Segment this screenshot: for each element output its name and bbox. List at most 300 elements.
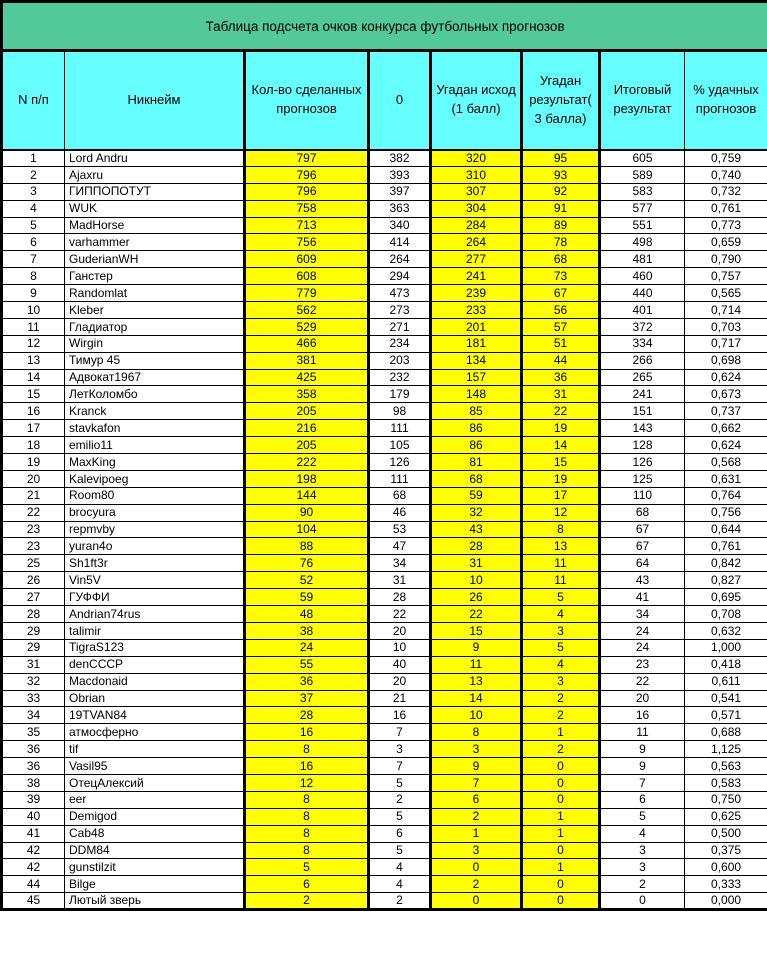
cell-final-result: 265 <box>600 369 685 386</box>
cell-outcome-guessed: 10 <box>431 572 522 589</box>
cell-zero: 397 <box>369 183 431 200</box>
cell-outcome-guessed: 134 <box>431 352 522 369</box>
cell-predictions-made: 5 <box>245 859 369 876</box>
table-row <box>2 842 767 859</box>
table-row <box>2 572 767 589</box>
title-row <box>2 2 767 51</box>
cell-predictions-made: 758 <box>245 200 369 217</box>
col-header-index: N п/п <box>2 51 65 150</box>
cell-success-percent: 0,732 <box>685 183 767 200</box>
cell-nickname: eer <box>65 791 245 808</box>
cell-predictions-made: 90 <box>245 504 369 521</box>
cell-outcome-guessed: 22 <box>431 606 522 623</box>
cell-zero: 232 <box>369 369 431 386</box>
table-row <box>2 876 767 893</box>
cell-nickname: Адвокат1967 <box>65 369 245 386</box>
cell-final-result: 4 <box>600 825 685 842</box>
cell-final-result: 143 <box>600 420 685 437</box>
cell-zero: 203 <box>369 352 431 369</box>
cell-predictions-made: 55 <box>245 656 369 673</box>
cell-predictions-made: 38 <box>245 622 369 639</box>
table-row <box>2 606 767 623</box>
cell-nickname: Demigod <box>65 808 245 825</box>
cell-rank: 11 <box>2 318 65 335</box>
cell-zero: 179 <box>369 386 431 403</box>
cell-zero: 4 <box>369 876 431 893</box>
cell-success-percent: 0,759 <box>685 150 767 167</box>
cell-rank: 13 <box>2 352 65 369</box>
cell-rank: 2 <box>2 166 65 183</box>
cell-nickname: talimir <box>65 622 245 639</box>
cell-predictions-made: 144 <box>245 487 369 504</box>
cell-final-result: 498 <box>600 234 685 251</box>
cell-nickname: Sh1ft3r <box>65 555 245 572</box>
cell-nickname: 19TVAN84 <box>65 707 245 724</box>
cell-outcome-guessed: 239 <box>431 285 522 302</box>
cell-final-result: 67 <box>600 538 685 555</box>
cell-success-percent: 0,761 <box>685 538 767 555</box>
cell-final-result: 151 <box>600 403 685 420</box>
cell-outcome-guessed: 13 <box>431 673 522 690</box>
cell-final-result: 460 <box>600 268 685 285</box>
cell-final-result: 24 <box>600 639 685 656</box>
cell-result-guessed: 0 <box>522 758 600 775</box>
cell-nickname: yuran4o <box>65 538 245 555</box>
cell-outcome-guessed: 2 <box>431 808 522 825</box>
col-header-predictions-made: Кол-во сделанных прогнозов <box>245 51 369 150</box>
cell-success-percent: 0,761 <box>685 200 767 217</box>
cell-predictions-made: 216 <box>245 420 369 437</box>
cell-result-guessed: 0 <box>522 842 600 859</box>
cell-outcome-guessed: 68 <box>431 470 522 487</box>
cell-result-guessed: 12 <box>522 504 600 521</box>
cell-rank: 45 <box>2 893 65 910</box>
table-row <box>2 369 767 386</box>
table-row <box>2 707 767 724</box>
cell-result-guessed: 5 <box>522 589 600 606</box>
cell-result-guessed: 89 <box>522 217 600 234</box>
cell-predictions-made: 8 <box>245 825 369 842</box>
cell-final-result: 481 <box>600 251 685 268</box>
cell-final-result: 110 <box>600 487 685 504</box>
cell-nickname: WUK <box>65 200 245 217</box>
cell-predictions-made: 756 <box>245 234 369 251</box>
cell-outcome-guessed: 157 <box>431 369 522 386</box>
table-row <box>2 487 767 504</box>
cell-rank: 28 <box>2 606 65 623</box>
cell-predictions-made: 8 <box>245 741 369 758</box>
table-row <box>2 859 767 876</box>
table-row <box>2 690 767 707</box>
cell-result-guessed: 1 <box>522 808 600 825</box>
cell-predictions-made: 205 <box>245 403 369 420</box>
cell-zero: 20 <box>369 622 431 639</box>
cell-nickname: Room80 <box>65 487 245 504</box>
cell-outcome-guessed: 310 <box>431 166 522 183</box>
cell-result-guessed: 1 <box>522 859 600 876</box>
cell-result-guessed: 1 <box>522 724 600 741</box>
cell-outcome-guessed: 0 <box>431 859 522 876</box>
cell-outcome-guessed: 0 <box>431 893 522 910</box>
cell-final-result: 68 <box>600 504 685 521</box>
col-header-result-guessed: Угадан результат( 3 балла) <box>522 51 600 150</box>
cell-zero: 473 <box>369 285 431 302</box>
cell-nickname: Lord Andru <box>65 150 245 167</box>
cell-zero: 264 <box>369 251 431 268</box>
cell-result-guessed: 93 <box>522 166 600 183</box>
cell-rank: 12 <box>2 335 65 352</box>
cell-nickname: Kalevipoeg <box>65 470 245 487</box>
cell-final-result: 440 <box>600 285 685 302</box>
cell-outcome-guessed: 28 <box>431 538 522 555</box>
cell-zero: 68 <box>369 487 431 504</box>
cell-final-result: 605 <box>600 150 685 167</box>
cell-outcome-guessed: 6 <box>431 791 522 808</box>
cell-nickname: Vin5V <box>65 572 245 589</box>
cell-nickname: Wirgin <box>65 335 245 352</box>
cell-success-percent: 0,624 <box>685 369 767 386</box>
cell-predictions-made: 608 <box>245 268 369 285</box>
cell-outcome-guessed: 201 <box>431 318 522 335</box>
table-body <box>2 150 767 910</box>
cell-predictions-made: 37 <box>245 690 369 707</box>
cell-result-guessed: 11 <box>522 572 600 589</box>
cell-success-percent: 0,631 <box>685 470 767 487</box>
cell-final-result: 3 <box>600 842 685 859</box>
cell-success-percent: 0,571 <box>685 707 767 724</box>
cell-outcome-guessed: 7 <box>431 774 522 791</box>
cell-final-result: 3 <box>600 859 685 876</box>
cell-rank: 9 <box>2 285 65 302</box>
cell-predictions-made: 8 <box>245 808 369 825</box>
cell-success-percent: 0,541 <box>685 690 767 707</box>
table-row <box>2 437 767 454</box>
cell-success-percent: 0,756 <box>685 504 767 521</box>
cell-final-result: 0 <box>600 893 685 910</box>
cell-nickname: tif <box>65 741 245 758</box>
cell-result-guessed: 68 <box>522 251 600 268</box>
cell-zero: 98 <box>369 403 431 420</box>
cell-final-result: 2 <box>600 876 685 893</box>
cell-predictions-made: 24 <box>245 639 369 656</box>
cell-rank: 6 <box>2 234 65 251</box>
cell-final-result: 9 <box>600 758 685 775</box>
table-row <box>2 150 767 167</box>
cell-result-guessed: 31 <box>522 386 600 403</box>
cell-success-percent: 0,698 <box>685 352 767 369</box>
cell-rank: 7 <box>2 251 65 268</box>
cell-rank: 36 <box>2 758 65 775</box>
cell-success-percent: 0,695 <box>685 589 767 606</box>
cell-nickname: ЛетКоломбо <box>65 386 245 403</box>
cell-predictions-made: 59 <box>245 589 369 606</box>
cell-outcome-guessed: 86 <box>431 420 522 437</box>
cell-nickname: Bilge <box>65 876 245 893</box>
cell-predictions-made: 12 <box>245 774 369 791</box>
cell-predictions-made: 52 <box>245 572 369 589</box>
cell-rank: 21 <box>2 487 65 504</box>
cell-success-percent: 0,611 <box>685 673 767 690</box>
cell-result-guessed: 13 <box>522 538 600 555</box>
cell-result-guessed: 67 <box>522 285 600 302</box>
cell-success-percent: 0,563 <box>685 758 767 775</box>
cell-result-guessed: 3 <box>522 622 600 639</box>
cell-predictions-made: 8 <box>245 842 369 859</box>
cell-rank: 23 <box>2 538 65 555</box>
cell-predictions-made: 6 <box>245 876 369 893</box>
table-row <box>2 673 767 690</box>
cell-predictions-made: 16 <box>245 758 369 775</box>
cell-success-percent: 0,717 <box>685 335 767 352</box>
page-title: Таблица подсчета очков конкурса футбольных прогнозов <box>2 2 767 51</box>
cell-result-guessed: 73 <box>522 268 600 285</box>
cell-outcome-guessed: 26 <box>431 589 522 606</box>
cell-final-result: 6 <box>600 791 685 808</box>
cell-rank: 1 <box>2 150 65 167</box>
cell-outcome-guessed: 264 <box>431 234 522 251</box>
cell-nickname: MadHorse <box>65 217 245 234</box>
table-row <box>2 758 767 775</box>
cell-outcome-guessed: 15 <box>431 622 522 639</box>
cell-success-percent: 0,000 <box>685 893 767 910</box>
cell-outcome-guessed: 233 <box>431 302 522 319</box>
cell-outcome-guessed: 32 <box>431 504 522 521</box>
cell-final-result: 125 <box>600 470 685 487</box>
cell-outcome-guessed: 320 <box>431 150 522 167</box>
cell-final-result: 11 <box>600 724 685 741</box>
cell-rank: 17 <box>2 420 65 437</box>
cell-rank: 20 <box>2 470 65 487</box>
cell-result-guessed: 11 <box>522 555 600 572</box>
cell-success-percent: 0,624 <box>685 437 767 454</box>
cell-final-result: 128 <box>600 437 685 454</box>
cell-nickname: DDM84 <box>65 842 245 859</box>
column-header-row <box>2 51 767 150</box>
cell-result-guessed: 2 <box>522 741 600 758</box>
cell-predictions-made: 779 <box>245 285 369 302</box>
cell-zero: 34 <box>369 555 431 572</box>
table-row <box>2 622 767 639</box>
table-row <box>2 420 767 437</box>
cell-result-guessed: 0 <box>522 791 600 808</box>
cell-predictions-made: 358 <box>245 386 369 403</box>
cell-result-guessed: 2 <box>522 707 600 724</box>
cell-final-result: 16 <box>600 707 685 724</box>
cell-predictions-made: 222 <box>245 454 369 471</box>
cell-rank: 31 <box>2 656 65 673</box>
cell-success-percent: 0,568 <box>685 454 767 471</box>
table-row <box>2 302 767 319</box>
cell-predictions-made: 2 <box>245 893 369 910</box>
cell-nickname: Macdonaid <box>65 673 245 690</box>
cell-outcome-guessed: 277 <box>431 251 522 268</box>
cell-nickname: ГУФФИ <box>65 589 245 606</box>
cell-outcome-guessed: 43 <box>431 521 522 538</box>
cell-zero: 20 <box>369 673 431 690</box>
table-row <box>2 589 767 606</box>
cell-final-result: 34 <box>600 606 685 623</box>
cell-final-result: 401 <box>600 302 685 319</box>
cell-predictions-made: 198 <box>245 470 369 487</box>
cell-zero: 2 <box>369 893 431 910</box>
cell-nickname: Лютый зверь <box>65 893 245 910</box>
cell-success-percent: 0,644 <box>685 521 767 538</box>
cell-outcome-guessed: 8 <box>431 724 522 741</box>
cell-success-percent: 0,764 <box>685 487 767 504</box>
cell-outcome-guessed: 181 <box>431 335 522 352</box>
cell-rank: 26 <box>2 572 65 589</box>
cell-result-guessed: 78 <box>522 234 600 251</box>
cell-predictions-made: 609 <box>245 251 369 268</box>
cell-predictions-made: 381 <box>245 352 369 369</box>
cell-outcome-guessed: 86 <box>431 437 522 454</box>
cell-nickname: Ганстер <box>65 268 245 285</box>
cell-zero: 105 <box>369 437 431 454</box>
cell-result-guessed: 1 <box>522 825 600 842</box>
cell-predictions-made: 88 <box>245 538 369 555</box>
cell-outcome-guessed: 3 <box>431 842 522 859</box>
cell-nickname: Гладиатор <box>65 318 245 335</box>
cell-zero: 31 <box>369 572 431 589</box>
table-row <box>2 808 767 825</box>
cell-zero: 7 <box>369 724 431 741</box>
cell-zero: 4 <box>369 859 431 876</box>
cell-zero: 111 <box>369 420 431 437</box>
cell-zero: 47 <box>369 538 431 555</box>
cell-nickname: varhammer <box>65 234 245 251</box>
cell-predictions-made: 425 <box>245 369 369 386</box>
cell-zero: 294 <box>369 268 431 285</box>
cell-outcome-guessed: 307 <box>431 183 522 200</box>
cell-rank: 4 <box>2 200 65 217</box>
table-row <box>2 774 767 791</box>
cell-nickname: Andrian74rus <box>65 606 245 623</box>
cell-final-result: 20 <box>600 690 685 707</box>
cell-rank: 35 <box>2 724 65 741</box>
cell-final-result: 41 <box>600 589 685 606</box>
cell-zero: 271 <box>369 318 431 335</box>
table-row <box>2 166 767 183</box>
cell-nickname: Cab48 <box>65 825 245 842</box>
table-row <box>2 555 767 572</box>
cell-success-percent: 0,842 <box>685 555 767 572</box>
cell-result-guessed: 95 <box>522 150 600 167</box>
cell-success-percent: 1,125 <box>685 741 767 758</box>
cell-zero: 53 <box>369 521 431 538</box>
cell-success-percent: 0,565 <box>685 285 767 302</box>
cell-nickname: Vasil95 <box>65 758 245 775</box>
table-row <box>2 656 767 673</box>
cell-zero: 5 <box>369 808 431 825</box>
cell-zero: 3 <box>369 741 431 758</box>
cell-success-percent: 1,000 <box>685 639 767 656</box>
cell-rank: 42 <box>2 842 65 859</box>
cell-final-result: 24 <box>600 622 685 639</box>
cell-zero: 5 <box>369 842 431 859</box>
cell-final-result: 43 <box>600 572 685 589</box>
cell-success-percent: 0,632 <box>685 622 767 639</box>
cell-outcome-guessed: 2 <box>431 876 522 893</box>
cell-predictions-made: 796 <box>245 183 369 200</box>
cell-predictions-made: 466 <box>245 335 369 352</box>
cell-outcome-guessed: 31 <box>431 555 522 572</box>
cell-zero: 414 <box>369 234 431 251</box>
cell-success-percent: 0,673 <box>685 386 767 403</box>
cell-nickname: TigraS123 <box>65 639 245 656</box>
cell-result-guessed: 91 <box>522 200 600 217</box>
cell-predictions-made: 28 <box>245 707 369 724</box>
cell-final-result: 7 <box>600 774 685 791</box>
cell-zero: 2 <box>369 791 431 808</box>
cell-outcome-guessed: 9 <box>431 758 522 775</box>
cell-nickname: brocyura <box>65 504 245 521</box>
cell-result-guessed: 44 <box>522 352 600 369</box>
table-row <box>2 251 767 268</box>
cell-nickname: ГИППОПОТУТ <box>65 183 245 200</box>
cell-success-percent: 0,773 <box>685 217 767 234</box>
cell-final-result: 266 <box>600 352 685 369</box>
cell-outcome-guessed: 10 <box>431 707 522 724</box>
cell-rank: 32 <box>2 673 65 690</box>
cell-zero: 111 <box>369 470 431 487</box>
cell-final-result: 334 <box>600 335 685 352</box>
cell-outcome-guessed: 304 <box>431 200 522 217</box>
cell-success-percent: 0,625 <box>685 808 767 825</box>
table-row <box>2 724 767 741</box>
cell-rank: 29 <box>2 639 65 656</box>
cell-rank: 16 <box>2 403 65 420</box>
cell-success-percent: 0,662 <box>685 420 767 437</box>
cell-zero: 22 <box>369 606 431 623</box>
cell-result-guessed: 51 <box>522 335 600 352</box>
cell-predictions-made: 797 <box>245 150 369 167</box>
cell-zero: 126 <box>369 454 431 471</box>
cell-zero: 234 <box>369 335 431 352</box>
cell-zero: 16 <box>369 707 431 724</box>
table-row <box>2 217 767 234</box>
table-row <box>2 504 767 521</box>
cell-final-result: 126 <box>600 454 685 471</box>
cell-nickname: repmvby <box>65 521 245 538</box>
cell-nickname: Obrian <box>65 690 245 707</box>
cell-rank: 23 <box>2 521 65 538</box>
cell-nickname: MaxKing <box>65 454 245 471</box>
cell-outcome-guessed: 14 <box>431 690 522 707</box>
cell-rank: 14 <box>2 369 65 386</box>
cell-outcome-guessed: 284 <box>431 217 522 234</box>
cell-rank: 25 <box>2 555 65 572</box>
cell-zero: 382 <box>369 150 431 167</box>
cell-nickname: Randomlat <box>65 285 245 302</box>
cell-result-guessed: 5 <box>522 639 600 656</box>
cell-rank: 34 <box>2 707 65 724</box>
cell-zero: 21 <box>369 690 431 707</box>
cell-outcome-guessed: 1 <box>431 825 522 842</box>
cell-nickname: атмосферно <box>65 724 245 741</box>
table-row <box>2 454 767 471</box>
cell-nickname: gunstilzit <box>65 859 245 876</box>
cell-final-result: 372 <box>600 318 685 335</box>
col-header-success-percent: % удачных прогнозов <box>685 51 767 150</box>
cell-nickname: Kranck <box>65 403 245 420</box>
cell-success-percent: 0,659 <box>685 234 767 251</box>
cell-final-result: 9 <box>600 741 685 758</box>
cell-outcome-guessed: 85 <box>431 403 522 420</box>
cell-result-guessed: 2 <box>522 690 600 707</box>
cell-outcome-guessed: 241 <box>431 268 522 285</box>
cell-predictions-made: 36 <box>245 673 369 690</box>
cell-predictions-made: 562 <box>245 302 369 319</box>
